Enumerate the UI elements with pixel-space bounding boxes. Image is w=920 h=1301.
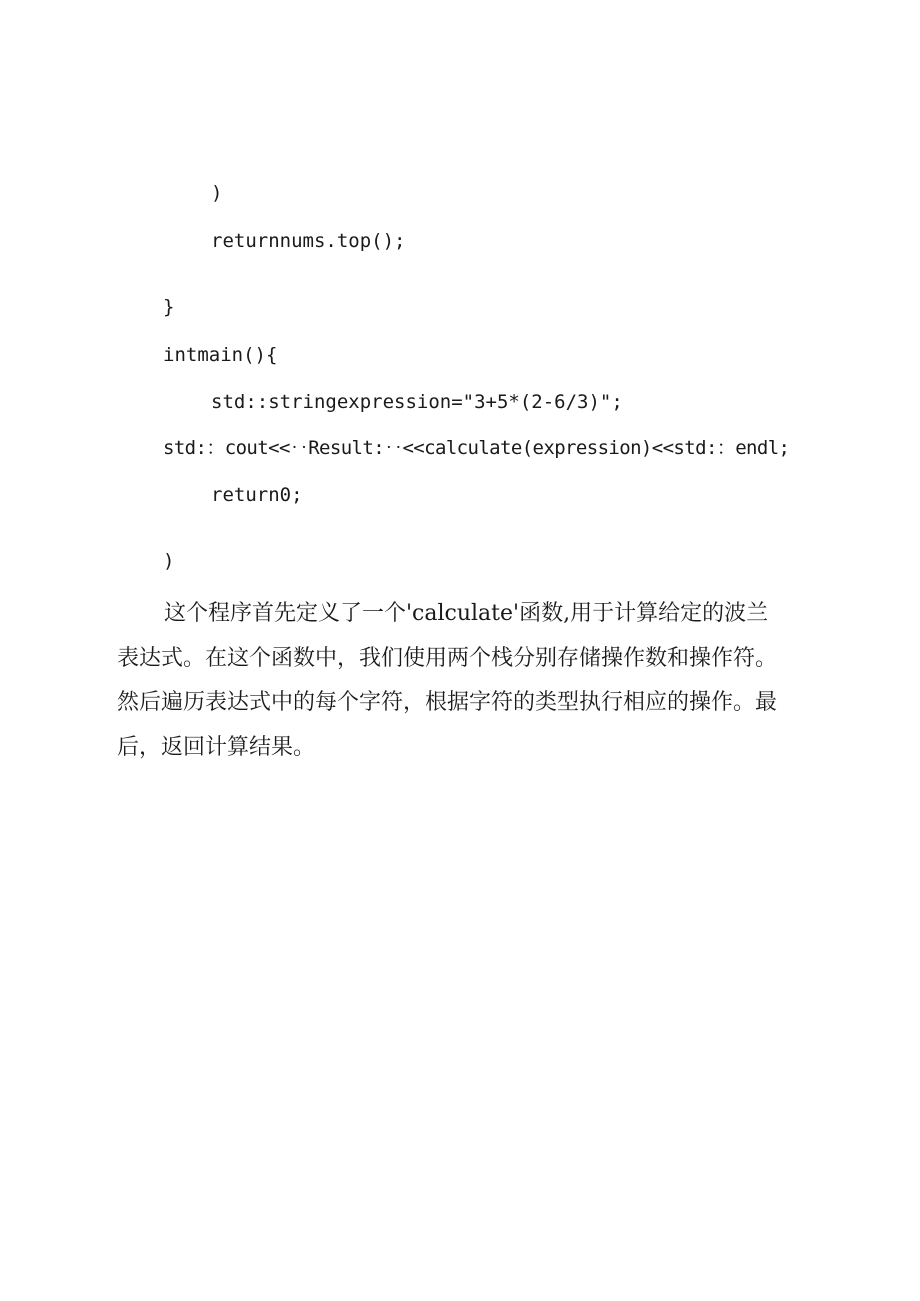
code-line-8: ) <box>163 550 175 572</box>
code-line-1: ) <box>211 182 223 204</box>
code-line-6: std:：cout<<‥Result:‥<<calculate(expression)<<std:：endl; <box>163 437 790 459</box>
code-line-5: std::stringexpression="3+5*(2-6/3)"; <box>211 391 623 413</box>
description-line-4: 后，返回计算结果。 <box>117 734 316 760</box>
code-line-2: returnnums.top(); <box>211 230 406 252</box>
code-line-7: return0; <box>211 484 303 506</box>
code-line-4: intmain(){ <box>163 344 278 366</box>
code-line-3: } <box>163 296 175 318</box>
description-line-2: 表达式。在这个函数中，我们使用两个栈分别存储操作数和操作符。 <box>117 645 778 671</box>
description-paragraph <box>117 592 817 770</box>
description-line-3: 然后遍历表达式中的每个字符，根据字符的类型执行相应的操作。最 <box>117 690 778 715</box>
description-line-1: 这个程序首先定义了一个'calculate'函数,用于计算给定的波兰 <box>164 601 769 626</box>
